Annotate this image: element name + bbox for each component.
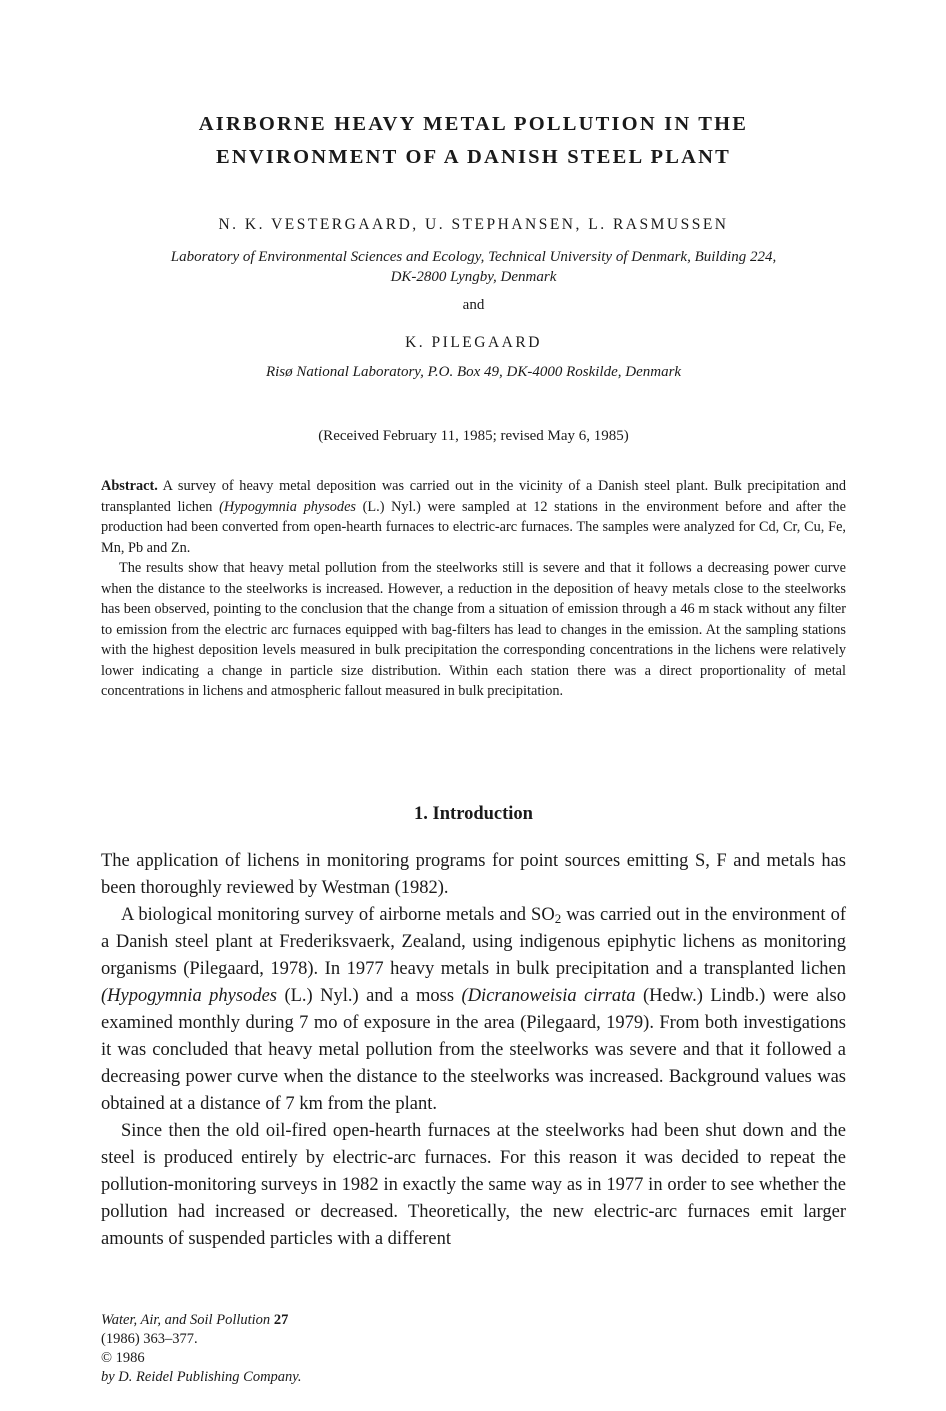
- body-text-span: was carried out in the environment of a Danish steel plant at Frederiksvaerk, Zealand, using indigenous epiphytic lichens as monitoring organisms (Pilegaard, 1978). In 1977 heavy metals in bulk precipitation and a transplanted lichen: [101, 905, 846, 979]
- abstract-paragraph-1: [101, 476, 846, 558]
- title-line-1: AIRBORNE HEAVY METAL POLLUTION IN THE: [198, 113, 749, 135]
- publisher: by D. Reidel Publishing Company.: [101, 1369, 302, 1385]
- abstract-text: (L.) Nyl.) were sampled at 12 stations in the environment before and after the production had been converted from open-hearth furnaces to electric-arc furnaces. The samples were analyzed for Cd, Cr, Cu, Fe, Mn, Pb and Zn.: [101, 498, 846, 556]
- species-name: (Dicranoweisia cirrata: [461, 986, 636, 1006]
- abstract-label: Abstract.: [101, 478, 158, 494]
- second-affiliation: Risø National Laboratory, P.O. Box 49, DK-4000 Roskilde, Denmark: [265, 364, 682, 380]
- abstract-paragraph-2: The results show that heavy metal pollution from the steelworks still is severe and that it follows a decreasing power curve when the distance to the steelworks is increased. However, a reduction in the deposition of heavy metals close to the steelworks has been observed, pointing to the conclusion that the change from a situation of emission through a 46 m stack without any filter to emission from the electric arc furnaces equipped with bag-filters has lead to changes in the emission. At the sampling stations with the highest deposition levels measured in bulk precipitation the corresponding concentrations in the lichens were relatively lower indicating a change in particle size distribution. Within each station there was a direct proportionality of metal concentrations in lichens and atmospheric fallout measured in bulk precipitation.: [101, 560, 846, 699]
- paper-title: [101, 108, 846, 174]
- second-author: K. PILEGAARD: [405, 334, 542, 351]
- author-list: N. K. VESTERGAARD, U. STEPHANSEN, L. RASMUSSEN: [218, 216, 729, 233]
- body-text: [101, 848, 846, 1253]
- copyright-line: [101, 1349, 846, 1387]
- and-separator: and: [462, 297, 485, 313]
- section-heading-introduction: 1. Introduction: [414, 804, 533, 824]
- journal-name: Water, Air, and Soil Pollution: [101, 1312, 271, 1328]
- received-dates: (Received February 11, 1985; revised May 6, 1985): [318, 428, 629, 444]
- subscript: 2: [554, 911, 562, 926]
- journal-citation: [101, 1311, 846, 1349]
- affiliation-line-2: DK-2800 Lyngby, Denmark: [390, 269, 557, 285]
- species-name: (Hypogymnia physodes: [101, 986, 277, 1006]
- copyright-year: © 1986: [101, 1350, 145, 1366]
- species-name: (Hypogymnia physodes: [219, 498, 356, 515]
- affiliation: [101, 247, 846, 287]
- journal-footer: [101, 1311, 846, 1387]
- body-paragraph-2: [101, 902, 846, 1118]
- abstract: [101, 476, 846, 702]
- body-text-span: (Hedw.) Lindb.) were also examined monthly during 7 mo of exposure in the area (Pilegaard, 1979). From both investigations it was concluded that heavy metal pollution from the steelworks was severe and that it followed a decreasing power curve when the distance to the steelworks was increased. Background values was obtained at a distance of 7 km from the plant.: [101, 986, 847, 1114]
- journal-volume: 27: [273, 1312, 289, 1328]
- title-line-2: ENVIRONMENT OF A DANISH STEEL PLANT: [216, 146, 731, 168]
- abstract-text: A survey of heavy metal deposition was carried out in the vicinity of a Danish steel plant. Bulk precipitation and transplanted lichen: [101, 478, 846, 515]
- affiliation-line-1: Laboratory of Environmental Sciences and Ecology, Technical University of Denmark, Building 224,: [170, 249, 777, 265]
- body-text-span: A biological monitoring survey of airborne metals and SO: [121, 905, 555, 925]
- body-text-span: (L.) Nyl.) and a moss: [276, 986, 462, 1006]
- body-paragraph-1: The application of lichens in monitoring programs for point sources emitting S, F and metals has been thoroughly reviewed by Westman (1982).: [101, 851, 846, 898]
- body-paragraph-3: Since then the old oil-fired open-hearth furnaces at the steelworks had been shut down and the steel is produced entirely by electric-arc furnaces. For this reason it was decided to repeat the pollution-monitoring surveys in 1982 in exactly the same way as in 1977 in order to see whether the pollution had increased or decreased. Theoretically, the new electric-arc furnaces emit larger amounts of suspended particles with a different: [101, 1121, 846, 1249]
- journal-pages: (1986) 363–377.: [101, 1331, 198, 1347]
